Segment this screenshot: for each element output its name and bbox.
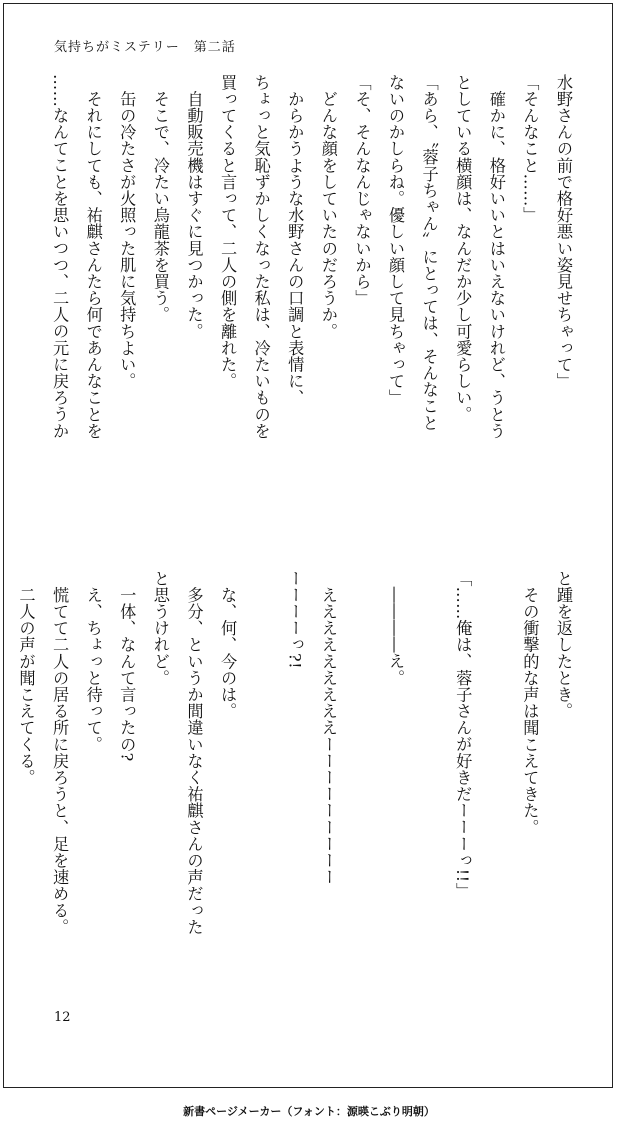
text-line: 自動販売機はすぐに見つかった。 xyxy=(184,74,204,340)
text-line xyxy=(479,570,513,1022)
text-line xyxy=(244,570,278,1022)
text-line xyxy=(412,570,446,1022)
text-line: ……なんてことを思いつつ、二人の元に戻ろうか xyxy=(50,74,70,440)
text-line: ちょっと気恥ずかしくなった私は、冷たいものを xyxy=(251,74,271,440)
text-line: と踵を返したとき。 xyxy=(554,570,573,720)
text-line: 水野さんの前で格好悪い姿見せちゃって」 xyxy=(554,74,573,390)
text-line: 多分、というか間違いなく祐麒さんの声だった xyxy=(184,570,204,936)
text-line: 缶の冷たさが火照った肌に気持ちよい。 xyxy=(117,74,137,390)
text-line: 一体、なんて言ったの? xyxy=(117,570,137,762)
vertical-text-column-group xyxy=(9,570,580,1022)
book-title: 気持ちがミステリー xyxy=(54,40,180,55)
text-line: と思うけれど。 xyxy=(150,570,170,687)
text-line: 「そんなこと……」 xyxy=(520,74,540,224)
text-line: それにしても、祐麒さんたら何であんなことを xyxy=(83,74,103,440)
text-line: 「そ、そんなんじゃないから」 xyxy=(352,74,372,307)
body-text-lower xyxy=(16,570,580,1022)
text-line: ーーーーっ?! xyxy=(285,570,305,669)
text-line: ないのかしらね。優しい顔して見ちゃって」 xyxy=(386,74,406,406)
text-line: な、何、今のは。 xyxy=(218,570,238,720)
text-line: えええええええええーーーーーーーーー xyxy=(318,570,338,886)
text-line: 「あら、〝蓉子ちゃん〟にとっては、そんなこと xyxy=(419,74,439,432)
footer-credit: 新書ページメーカー（フォント：源暎こぶり明朝） xyxy=(183,1105,435,1118)
text-line: ――――え。 xyxy=(386,570,406,687)
vertical-text-column-group xyxy=(43,74,581,544)
running-header xyxy=(54,36,236,55)
chapter-title: 第二話 xyxy=(193,40,236,55)
text-line: その衝撃的な声は聞こえてきた。 xyxy=(520,570,540,836)
text-line: 二人の声が聞こえてくる。 xyxy=(16,570,36,786)
text-line xyxy=(345,570,379,1022)
text-line: 買ってくると言って、二人の側を離れた。 xyxy=(218,74,238,390)
text-line: 慌てて二人の居る所に戻ろうと、足を速める。 xyxy=(50,570,70,936)
text-line: からかうような水野さんの口調と表情に、 xyxy=(285,74,305,406)
page-number: 12 xyxy=(54,1010,71,1025)
text-line: としている横顔は、なんだか少し可愛らしい。 xyxy=(453,74,473,423)
body-text-upper xyxy=(44,74,580,544)
text-line: どんな顔をしていたのだろうか。 xyxy=(318,74,338,340)
text-line: え、ちょっと待って。 xyxy=(83,570,103,753)
text-line: 確かに、格好いいとはいえないけれど、うとう xyxy=(486,74,506,440)
text-line: そこで、冷たい烏龍茶を買う。 xyxy=(150,74,170,323)
text-line: 「……俺は、蓉子さんが好きだーーーっ!!」 xyxy=(453,570,473,900)
